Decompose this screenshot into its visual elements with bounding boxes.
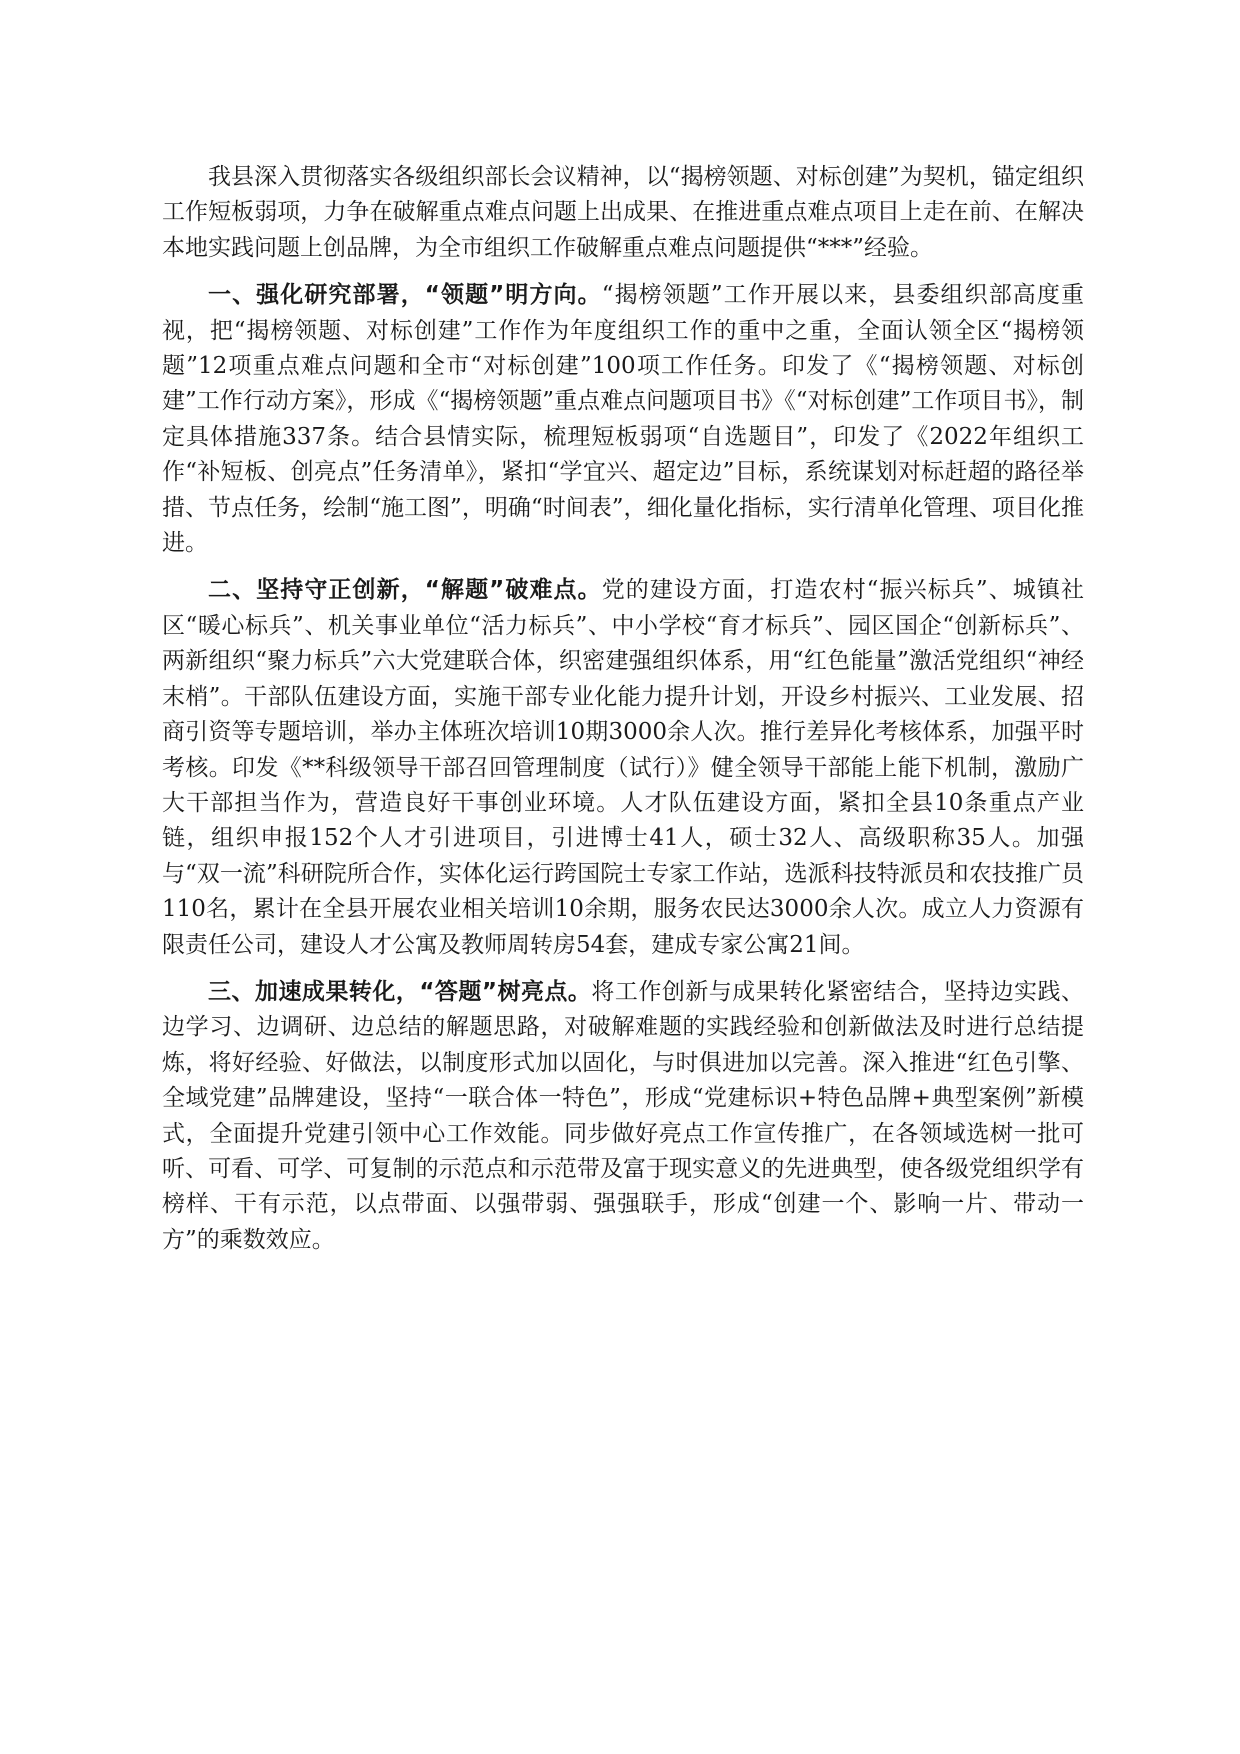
section-3-paragraph bbox=[162, 975, 1084, 1258]
section-1-heading: 一、强化研究部署，“领题”明方向。 bbox=[208, 282, 602, 309]
section-2-paragraph bbox=[162, 573, 1084, 962]
section-1-paragraph bbox=[162, 278, 1084, 561]
intro-text: 我县深入贯彻落实各级组织部长会议精神，以“揭榜领题、对标创建”为契机，锚定组织工作短板弱项，力争在破解重点难点问题上出成果、在推进重点难点项目上走在前、在解决本地实践问题上创品牌，为全市组织工作破解重点难点问题提供“***”经验。 bbox=[162, 164, 1084, 261]
section-3-text: 将工作创新与成果转化紧密结合，坚持边实践、边学习、边调研、边总结的解题思路，对破解难题的实践经验和创新做法及时进行总结提炼，将好经验、好做法，以制度形式加以固化，与时俱进加以完善。深入推进“红色引擎、全域党建”品牌建设，坚持“一联合体一特色”，形成“党建标识+特色品牌+典型案例”新模式，全面提升党建引领中心工作效能。同步做好亮点工作宣传推广，在各领域选树一批可听、可看、可学、可复制的示范点和示范带及富于现实意义的先进典型，使各级党组织学有榜样、干有示范，以点带面、以强带弱、强强联手，形成“创建一个、影响一片、带动一方”的乘数效应。 bbox=[162, 978, 1085, 1253]
section-1-text: “揭榜领题”工作开展以来，县委组织部高度重视，把“揭榜领题、对标创建”工作作为年度组织工作的重中之重，全面认领全区“揭榜领题”12项重点难点问题和全市“对标创建”100项工作任务。印发了《“揭榜领题、对标创建”工作行动方案》，形成《“揭榜领题”重点难点问题项目书》《“对标创建”工作项目书》，制定具体措施337条。结合县情实际，梳理短板弱项“自选题目”，印发了《2022年组织工作“补短板、创亮点”任务清单》，紧扣“学宜兴、超定边”目标，系统谋划对标赶超的路径举措、节点任务，绘制“施工图”，明确“时间表”，细化量化指标，实行清单化管理、项目化推进。 bbox=[162, 282, 1084, 557]
intro-paragraph bbox=[162, 160, 1084, 266]
section-2-heading: 二、坚持守正创新，“解题”破难点。 bbox=[208, 577, 602, 604]
section-2-text: 党的建设方面，打造农村“振兴标兵”、城镇社区“暖心标兵”、机关事业单位“活力标兵”、中小学校“育才标兵”、园区国企“创新标兵”、两新组织“聚力标兵”六大党建联合体，织密建强组织体系，用“红色能量”激活党组织“神经末梢”。干部队伍建设方面，实施干部专业化能力提升计划，开设乡村振兴、工业发展、招商引资等专题培训，举办主体班次培训10期3000余人次。推行差异化考核体系，加强平时考核。印发《**科级领导干部召回管理制度（试行）》健全领导干部能上能下机制，激励广大干部担当作为，营造良好干事创业环境。人才队伍建设方面，紧扣全县10条重点产业链，组织申报152个人才引进项目，引进博士41人，硕士32人、高级职称35人。加强与“双一流”科研院所合作，实体化运行跨国院士专家工作站，选派科技特派员和农技推广员110名，累计在全县开展农业相关培训10余期，服务农民达3000余人次。成立人力资源有限责任公司，建设人才公寓及教师周转房54套，建成专家公寓21间。 bbox=[162, 577, 1084, 958]
document-body bbox=[162, 160, 1084, 1270]
section-3-heading: 三、加速成果转化，“答题”树亮点。 bbox=[208, 978, 592, 1005]
